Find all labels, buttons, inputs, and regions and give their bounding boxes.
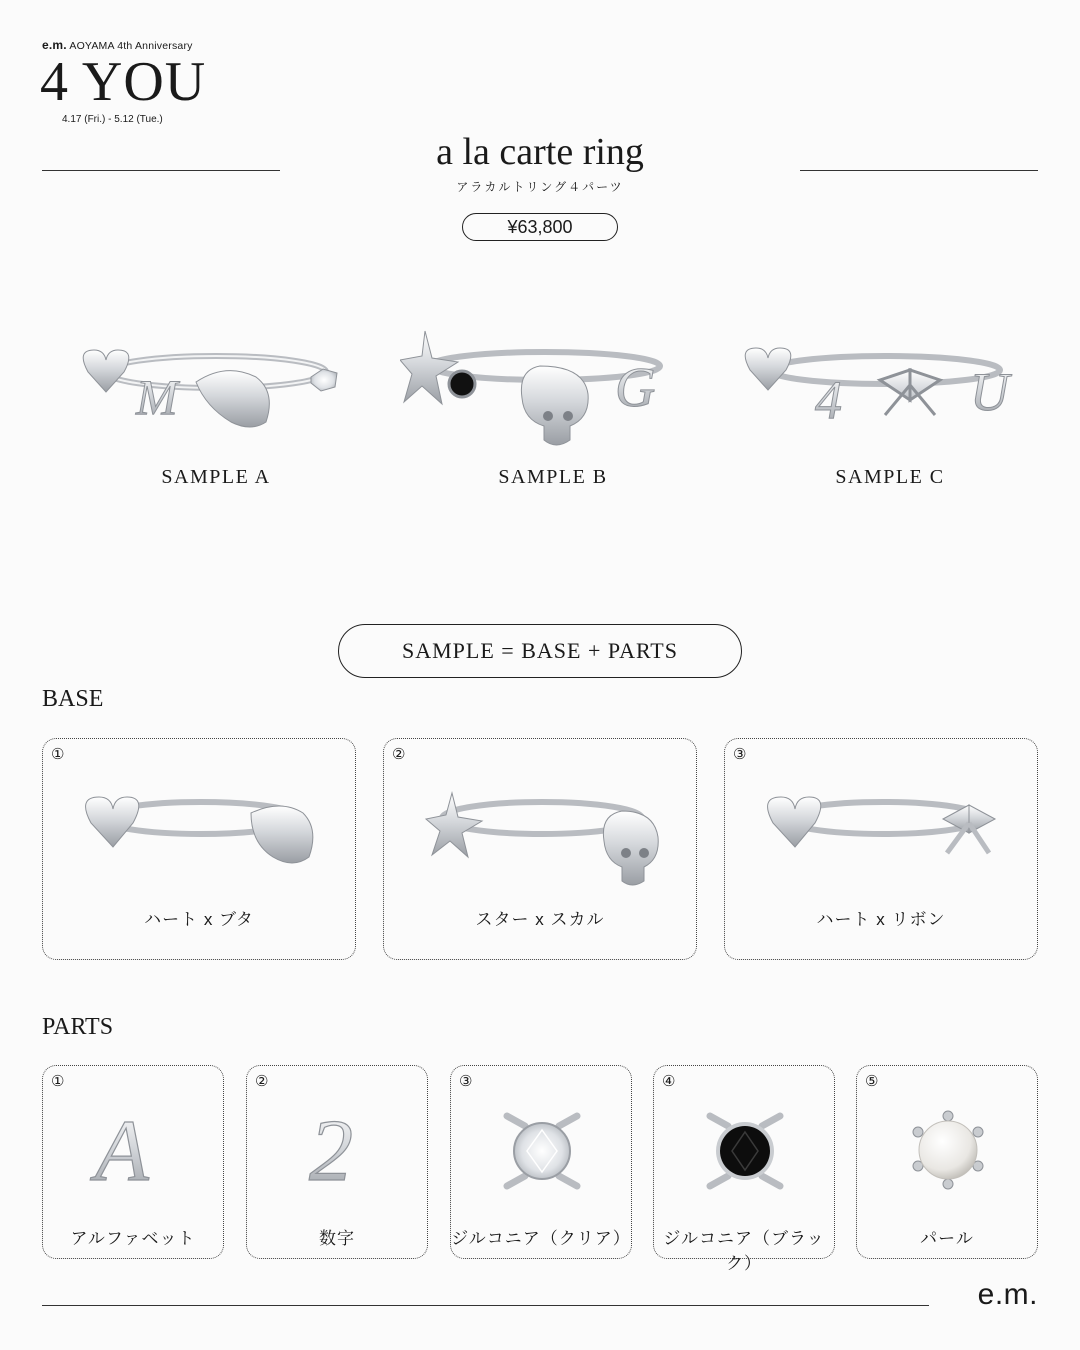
- brand-small: e.m.: [42, 38, 67, 52]
- letter-a-charm-icon: [89, 1096, 179, 1196]
- parts-card-4: [653, 1065, 835, 1273]
- parts-card-number: ②: [255, 1073, 269, 1090]
- parts-card-caption: ジルコニア（クリア）: [451, 1229, 631, 1248]
- svg-text:A: A: [95, 1103, 149, 1196]
- svg-text:M: M: [136, 369, 178, 425]
- number-charm-icon: [293, 1096, 383, 1196]
- black-zirconia-icon: [700, 1106, 790, 1196]
- base-card-number: ②: [392, 746, 406, 763]
- base-card-number: ①: [51, 746, 65, 763]
- svg-text:U: U: [970, 362, 1009, 422]
- base-card-1: [42, 738, 356, 960]
- ring-sample-b-icon: [400, 326, 690, 456]
- footer-brand-logo: e.m.: [977, 1278, 1038, 1311]
- parts-card-number: ①: [51, 1073, 65, 1090]
- base-card-caption: ハート x リボン: [816, 910, 946, 929]
- event-sub-text: AOYAMA 4th Anniversary: [69, 40, 193, 52]
- parts-card-1: [42, 1065, 224, 1259]
- pearl-icon: [903, 1106, 993, 1196]
- parts-card-number: ③: [459, 1073, 473, 1090]
- parts-card-3: [450, 1065, 632, 1259]
- base-card-caption: スター x スカル: [475, 910, 605, 929]
- clear-zirconia-icon: [497, 1106, 587, 1196]
- ring-sample-a-icon: [66, 342, 366, 442]
- parts-card-number: ⑤: [865, 1073, 879, 1090]
- svg-text:G: G: [615, 357, 656, 419]
- formula-pill: SAMPLE = BASE + PARTS: [338, 624, 742, 678]
- parts-card-caption: ジルコニア（ブラック）: [663, 1229, 825, 1273]
- base-card-number: ③: [733, 746, 747, 763]
- product-title: a la carte ring: [436, 131, 644, 173]
- base-card-3: [724, 738, 1038, 960]
- parts-card-caption: パール: [920, 1229, 974, 1248]
- svg-text:2: 2: [309, 1103, 353, 1196]
- base-card-2: [383, 738, 697, 960]
- ring-star-skull-icon: [412, 783, 672, 903]
- parts-section-title: PARTS: [42, 1014, 114, 1040]
- parts-card-number: ④: [662, 1073, 676, 1090]
- base-section-title: BASE: [42, 686, 104, 712]
- product-subtitle: アラカルトリング４パーツ: [456, 180, 624, 194]
- parts-card-caption: 数字: [319, 1229, 355, 1248]
- svg-text:4: 4: [815, 370, 842, 430]
- ring-sample-c-icon: [740, 340, 1030, 440]
- sample-a-label: SAMPLE A: [161, 466, 271, 488]
- sample-b-label: SAMPLE B: [498, 466, 608, 488]
- event-title: 4 YOU: [40, 51, 207, 113]
- parts-card-5: [856, 1065, 1038, 1259]
- event-dates: 4.17 (Fri.) - 5.12 (Tue.): [62, 114, 163, 125]
- parts-card-2: [246, 1065, 428, 1259]
- base-card-caption: ハート x ブタ: [144, 910, 254, 929]
- footer-rule: [42, 1305, 929, 1306]
- ring-heart-ribbon-icon: [753, 783, 1013, 893]
- ring-heart-pig-icon: [71, 783, 331, 893]
- sample-c-label: SAMPLE C: [835, 466, 945, 488]
- price-badge: ¥63,800: [462, 213, 618, 241]
- parts-card-caption: アルファベット: [70, 1229, 196, 1248]
